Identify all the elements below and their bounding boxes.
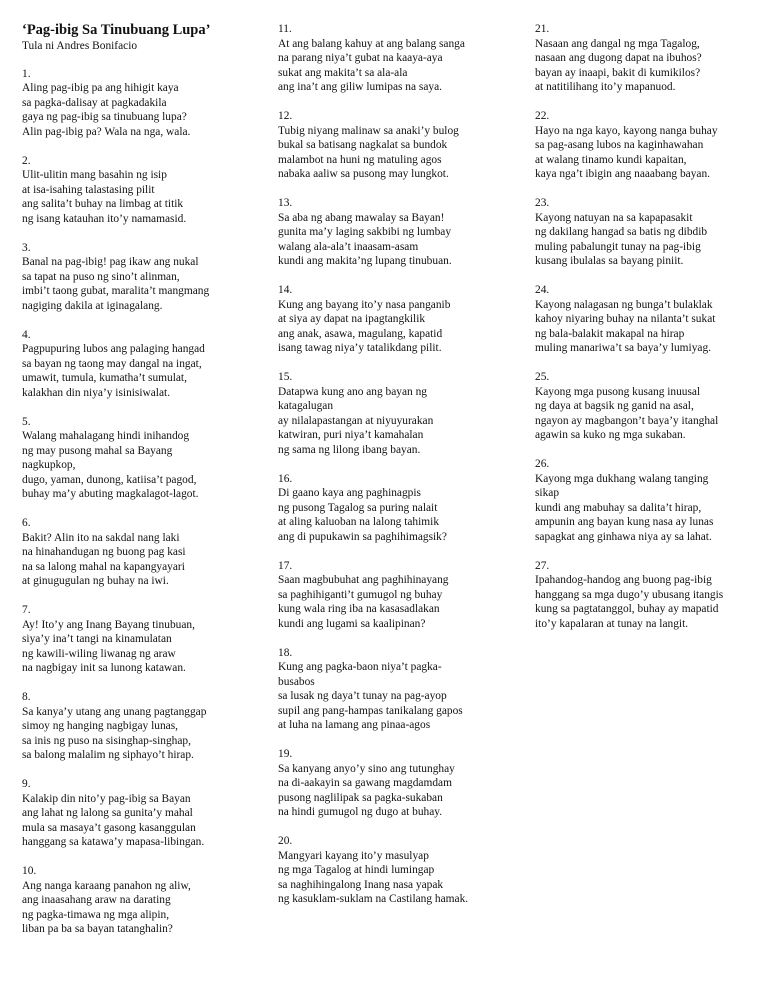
poem-line: ngayon ay magbangon’t baya’y itanghal bbox=[535, 414, 719, 427]
poem-line: Saan magbubuhat ang paghihinayang bbox=[278, 574, 449, 586]
poem-line: nagkupkop, bbox=[22, 459, 76, 471]
poem-line: Kayong nalagasan ng bunga’t bulaklak bbox=[535, 298, 713, 311]
poem-line: Banal na pag-ibig! pag ikaw ang nukal bbox=[22, 256, 199, 268]
poem-line: nabaka aaliw sa pusong may lungkot. bbox=[278, 168, 449, 180]
stanza bbox=[278, 747, 518, 820]
stanza bbox=[278, 109, 518, 182]
poem-line: Walang mahalagang hindi inihandog bbox=[22, 430, 190, 442]
poem-line: Kalakip din nito’y pag-ibig sa Bayan bbox=[22, 792, 191, 805]
poem-line: kung wala ring iba na kasasadlakan bbox=[278, 603, 440, 615]
poem-line: sapagkat ang ginhawa niya ay sa lahat. bbox=[535, 530, 712, 543]
poem-title: ‘Pag-ibig Sa Tinubuang Lupa’ bbox=[22, 22, 211, 38]
poem-line: nagiging dakila at iginagalang. bbox=[22, 299, 163, 312]
poem-line: ang anak, asawa, magulang, kapatid bbox=[278, 327, 443, 340]
poem-line: nasaan ang dugong dapat na ibuhos? bbox=[535, 52, 702, 64]
poem-line: ng sama ng lilong ibang bayan. bbox=[278, 443, 421, 456]
stanza-number: 23. bbox=[535, 197, 550, 209]
poem-line: kung sa pagtatanggol, buhay ay mapatid bbox=[535, 603, 719, 615]
poem-line: ang lahat ng lalong sa gunita’y mahal bbox=[22, 807, 193, 819]
poem-line: at luha na lamang ang pinaa-agos bbox=[278, 719, 431, 731]
poem-line: sa balong malalim ng siphayo’t hirap. bbox=[22, 749, 194, 761]
poem-author: Tula ni Andres Bonifacio bbox=[22, 40, 138, 52]
poem-line: ito’y kapalaran at tunay na langit. bbox=[535, 617, 689, 630]
poem-line: Hayo na nga kayo, kayong nanga buhay bbox=[535, 124, 718, 137]
poem-line: na hinahandugan ng buong pag kasi bbox=[22, 546, 186, 558]
poem-line: kahoy niyaring buhay na nilanta’t sukat bbox=[535, 313, 716, 325]
stanza bbox=[535, 283, 763, 356]
poem-line: sa pagka-dalisay at pagkadakila bbox=[22, 96, 167, 109]
poem-line: Ipahandog-handog ang buong pag-ibig bbox=[535, 574, 712, 586]
stanza bbox=[535, 109, 763, 182]
stanza bbox=[22, 777, 254, 850]
poem-line: ng kasuklam-suklam na Castilang hamak. bbox=[278, 893, 469, 905]
poem-line: Aling pag-ibig pa ang hihigit kaya bbox=[22, 82, 179, 94]
poem-line: ang ina’t ang giliw lumipas na saya. bbox=[278, 81, 442, 93]
poem-line: ay nilalapastangan at niyuyurakan bbox=[278, 414, 434, 427]
stanza bbox=[535, 457, 763, 544]
poem-line: mula sa masaya’t gasong kasanggulan bbox=[22, 821, 196, 834]
poem-line: sukat ang makita’t sa ala-ala bbox=[278, 66, 408, 79]
stanza-number: 1. bbox=[22, 67, 31, 80]
poem-line: bukal sa batisang nagkalat sa bundok bbox=[278, 139, 448, 151]
poem-line: liban pa ba sa bayan tatanghalin? bbox=[22, 923, 173, 935]
poem-line: Kung ang bayang ito’y nasa panganib bbox=[278, 298, 451, 311]
poem-line: Kayong natuyan na sa kapapasakit bbox=[535, 211, 693, 224]
poem-line: Sa aba ng abang mawalay sa Bayan! bbox=[278, 211, 445, 224]
stanza-number: 6. bbox=[22, 517, 31, 529]
poem-line: Kung ang pagka-baon niya’t pagka- bbox=[278, 661, 442, 673]
poem-line: na hindi gumugol ng dugo at buhay. bbox=[278, 806, 443, 818]
poem-line: Di gaano kaya ang paghinagpis bbox=[278, 487, 421, 499]
stanza-number: 18. bbox=[278, 646, 293, 659]
stanza-number: 25. bbox=[535, 371, 550, 383]
poem-line: at ginugugulan ng buhay na iwi. bbox=[22, 575, 169, 587]
poem-line: Kayong mga dukhang walang tanging bbox=[535, 472, 709, 485]
poem-line: sikap bbox=[535, 487, 560, 499]
stanza bbox=[22, 603, 254, 676]
poem-line: at walang tinamo kundi kapaitan, bbox=[535, 153, 687, 166]
poem-line: ng mga Tagalog at hindi lumingap bbox=[278, 864, 435, 876]
poem-line: ang inaasahang araw na darating bbox=[22, 894, 171, 906]
stanza-number: 21. bbox=[535, 23, 550, 35]
poem-line: Bakit? Alin ito na sakdal nang laki bbox=[22, 531, 180, 544]
poem-line: sa tapat na puso ng sino’t alinman, bbox=[22, 270, 180, 283]
stanza-number: 12. bbox=[278, 110, 293, 122]
stanza-number: 3. bbox=[22, 241, 31, 254]
poem-line: Ulit-ulitin mang basahin ng isip bbox=[22, 169, 167, 181]
poem-line: busabos bbox=[278, 675, 315, 688]
poem-line: sa naghihingalong Inang nasa yapak bbox=[278, 878, 444, 891]
poem-line: kalakhan din niya’y isinisiwalat. bbox=[22, 386, 171, 399]
poem-line: malambot na huni ng matuling agos bbox=[278, 153, 442, 166]
stanza-number: 5. bbox=[22, 415, 31, 428]
poem-line: walang ala-ala’t inaasam-asam bbox=[278, 240, 419, 253]
poem-line: muling pabalungit tunay na pag-ibig bbox=[535, 240, 701, 253]
poem-line: Nasaan ang dangal ng mga Tagalog, bbox=[535, 37, 700, 50]
poem-line: Pagpupuring lubos ang palaging hangad bbox=[22, 343, 205, 355]
poem-line: ampunin ang bayan kung nasa ay lunas bbox=[535, 516, 714, 528]
poem-line: Tubig niyang malinaw sa anaki’y bulog bbox=[278, 124, 459, 137]
poem-line: na parang niya’t gubat na kaaya-aya bbox=[278, 52, 443, 64]
poem-line: sa paghihiganti’t gumugol ng buhay bbox=[278, 588, 443, 601]
stanza-number: 16. bbox=[278, 472, 293, 485]
stanza bbox=[278, 283, 518, 356]
poem-line: ang salita’t buhay na limbag at titik bbox=[22, 198, 184, 210]
stanza-number: 15. bbox=[278, 371, 293, 383]
poem-line: na di-aakayin sa gawang magdamdam bbox=[278, 777, 452, 789]
stanza-number: 14. bbox=[278, 284, 293, 296]
poem-line: sa lusak ng daya’t tunay na pag-ayop bbox=[278, 690, 447, 702]
stanza bbox=[535, 22, 763, 95]
stanza-number: 9. bbox=[22, 778, 31, 790]
poem-line: imbi’t taong gubat, maralita’t mangmang bbox=[22, 285, 210, 297]
poem-line: pusong naglilipak sa pagka-sukaban bbox=[278, 791, 443, 804]
poem-line: ng may pusong mahal sa Bayang bbox=[22, 444, 173, 457]
stanza-number: 26. bbox=[535, 458, 550, 470]
poem-line: at isa-isahing talastasing pilit bbox=[22, 183, 155, 196]
stanza bbox=[22, 690, 254, 763]
stanza-number: 22. bbox=[535, 110, 550, 122]
poem-line: Mangyari kayang ito’y masulyap bbox=[278, 849, 429, 862]
poem-line: ng kawili-wiling liwanag ng araw bbox=[22, 647, 176, 660]
column-left bbox=[22, 22, 254, 951]
stanza bbox=[535, 196, 763, 269]
stanza-number: 8. bbox=[22, 691, 31, 703]
stanza bbox=[278, 834, 518, 907]
stanza bbox=[278, 196, 518, 269]
poem-line: Kayong mga pusong kusang inuusal bbox=[535, 385, 701, 398]
poem-line: Datapwa kung ano ang bayan ng bbox=[278, 385, 427, 398]
poem-line: sa bayan ng taong may dangal na ingat, bbox=[22, 357, 202, 370]
poem-line: ng dakilang hangad sa batis ng dibdib bbox=[535, 226, 708, 238]
poem-line: hanggang sa katawa’y mapasa-libingan. bbox=[22, 836, 205, 848]
poem-line: Alin pag-ibig pa? Wala na nga, wala. bbox=[22, 125, 191, 138]
stanza bbox=[22, 241, 254, 314]
poem-line: ng isang katauhan ito’y namamasid. bbox=[22, 212, 187, 225]
stanza bbox=[22, 67, 254, 140]
poem-line: katwiran, puri niya’t kamahalan bbox=[278, 429, 424, 441]
poem-line: bayan ay inaapi, bakit di kumikilos? bbox=[535, 66, 701, 79]
poem-line: Sa kanya’y utang ang unang pagtanggap bbox=[22, 705, 207, 718]
poem-line: kusang ibulalas sa bayang piniit. bbox=[535, 255, 684, 267]
stanza bbox=[22, 516, 254, 589]
stanza-number: 20. bbox=[278, 835, 293, 847]
poem-line: gunita ma’y laging sakbibi ng lumbay bbox=[278, 226, 452, 238]
stanza bbox=[535, 370, 763, 443]
poem-line: gaya ng pag-ibig sa tinubuang lupa? bbox=[22, 111, 187, 123]
poem-line: isang tawag niya’y tatalikdang pilit. bbox=[278, 342, 442, 354]
poem-line: kaya nga’t ibigin ang naaabang bayan. bbox=[535, 168, 711, 180]
stanza-number: 17. bbox=[278, 559, 293, 572]
poem-line: simoy ng hanging nagbigay lunas, bbox=[22, 720, 178, 732]
column-middle bbox=[278, 22, 518, 921]
stanza-number: 11. bbox=[278, 23, 292, 35]
poem-line: Ay! Ito’y ang Inang Bayang tinubuan, bbox=[22, 618, 195, 631]
poem-line: buhay ma’y abuting magkalagot-lagot. bbox=[22, 488, 199, 500]
stanza-number: 19. bbox=[278, 748, 293, 760]
column-right bbox=[535, 22, 763, 646]
poem-line: kundi ang lugami sa kaalipinan? bbox=[278, 617, 426, 630]
poem-line: na sa lalong mahal na kapangyayari bbox=[22, 560, 185, 573]
poem-line: ng bala-balakit makapal na hirap bbox=[535, 327, 685, 340]
poem-line: at siya ay dapat na ipagtangkilik bbox=[278, 313, 426, 325]
poem-line: umawit, tumula, kumatha’t sumulat, bbox=[22, 372, 187, 384]
stanza bbox=[22, 864, 254, 937]
stanza bbox=[535, 559, 763, 632]
poem-line: at natitilihang ito’y mapanuod. bbox=[535, 81, 676, 93]
poem-line: hanggang sa mga dugo’y ubusang itangis bbox=[535, 588, 724, 601]
poem-line: na nagbigay init sa lunong katawan. bbox=[22, 662, 186, 674]
stanza-number: 7. bbox=[22, 604, 31, 616]
poem-line: Ang nanga karaang panahon ng aliw, bbox=[22, 879, 191, 892]
stanza bbox=[22, 415, 254, 502]
stanza-number: 4. bbox=[22, 328, 31, 341]
poem-line: ng pusong Tagalog sa puring nalait bbox=[278, 501, 438, 514]
stanza bbox=[278, 370, 518, 457]
poem-line: sa pag-asang lubos na kaginhawahan bbox=[535, 139, 704, 151]
stanza-number: 2. bbox=[22, 154, 31, 167]
poem-line: ng pagka-timawa ng mga alipin, bbox=[22, 908, 170, 921]
stanza-number: 13. bbox=[278, 197, 293, 209]
poem-line: katagalugan bbox=[278, 400, 334, 412]
stanza bbox=[278, 22, 518, 95]
stanza bbox=[278, 472, 518, 545]
poem-line: ng daya at bagsik ng ganid na asal, bbox=[535, 400, 694, 412]
stanza-number: 27. bbox=[535, 559, 550, 572]
poem-line: ang di pupukawin sa paghihimagsik? bbox=[278, 530, 447, 543]
poem-line: kundi ang mabuhay sa dalita’t hirap, bbox=[535, 501, 702, 514]
poem-line: sa inis ng puso na sisinghap-singhap, bbox=[22, 734, 191, 747]
poem-line: siya’y ina’t tangi na kinamulatan bbox=[22, 633, 172, 645]
poem-line: kundi ang makita’ng lupang tinubuan. bbox=[278, 255, 452, 267]
poem-line: Sa kanyang anyo’y sino ang tutunghay bbox=[278, 762, 455, 775]
stanza bbox=[278, 646, 518, 733]
poem-line: supil ang pang-hampas tanikalang gapos bbox=[278, 704, 463, 717]
poem-line: dugo, yaman, dunong, katiisa’t pagod, bbox=[22, 473, 197, 486]
stanza-number: 10. bbox=[22, 865, 37, 877]
stanza bbox=[22, 154, 254, 227]
poem-line: At ang balang kahuy at ang balang sanga bbox=[278, 37, 465, 50]
stanza bbox=[22, 328, 254, 401]
stanza bbox=[278, 559, 518, 632]
stanza-number: 24. bbox=[535, 284, 550, 296]
poem-line: muling manariwa’t sa baya’y lumiyag. bbox=[535, 342, 711, 354]
poem-line: agawin sa kuko ng mga sukaban. bbox=[535, 429, 686, 441]
poem-line: at aling kaluoban na lalong tahimik bbox=[278, 516, 440, 528]
